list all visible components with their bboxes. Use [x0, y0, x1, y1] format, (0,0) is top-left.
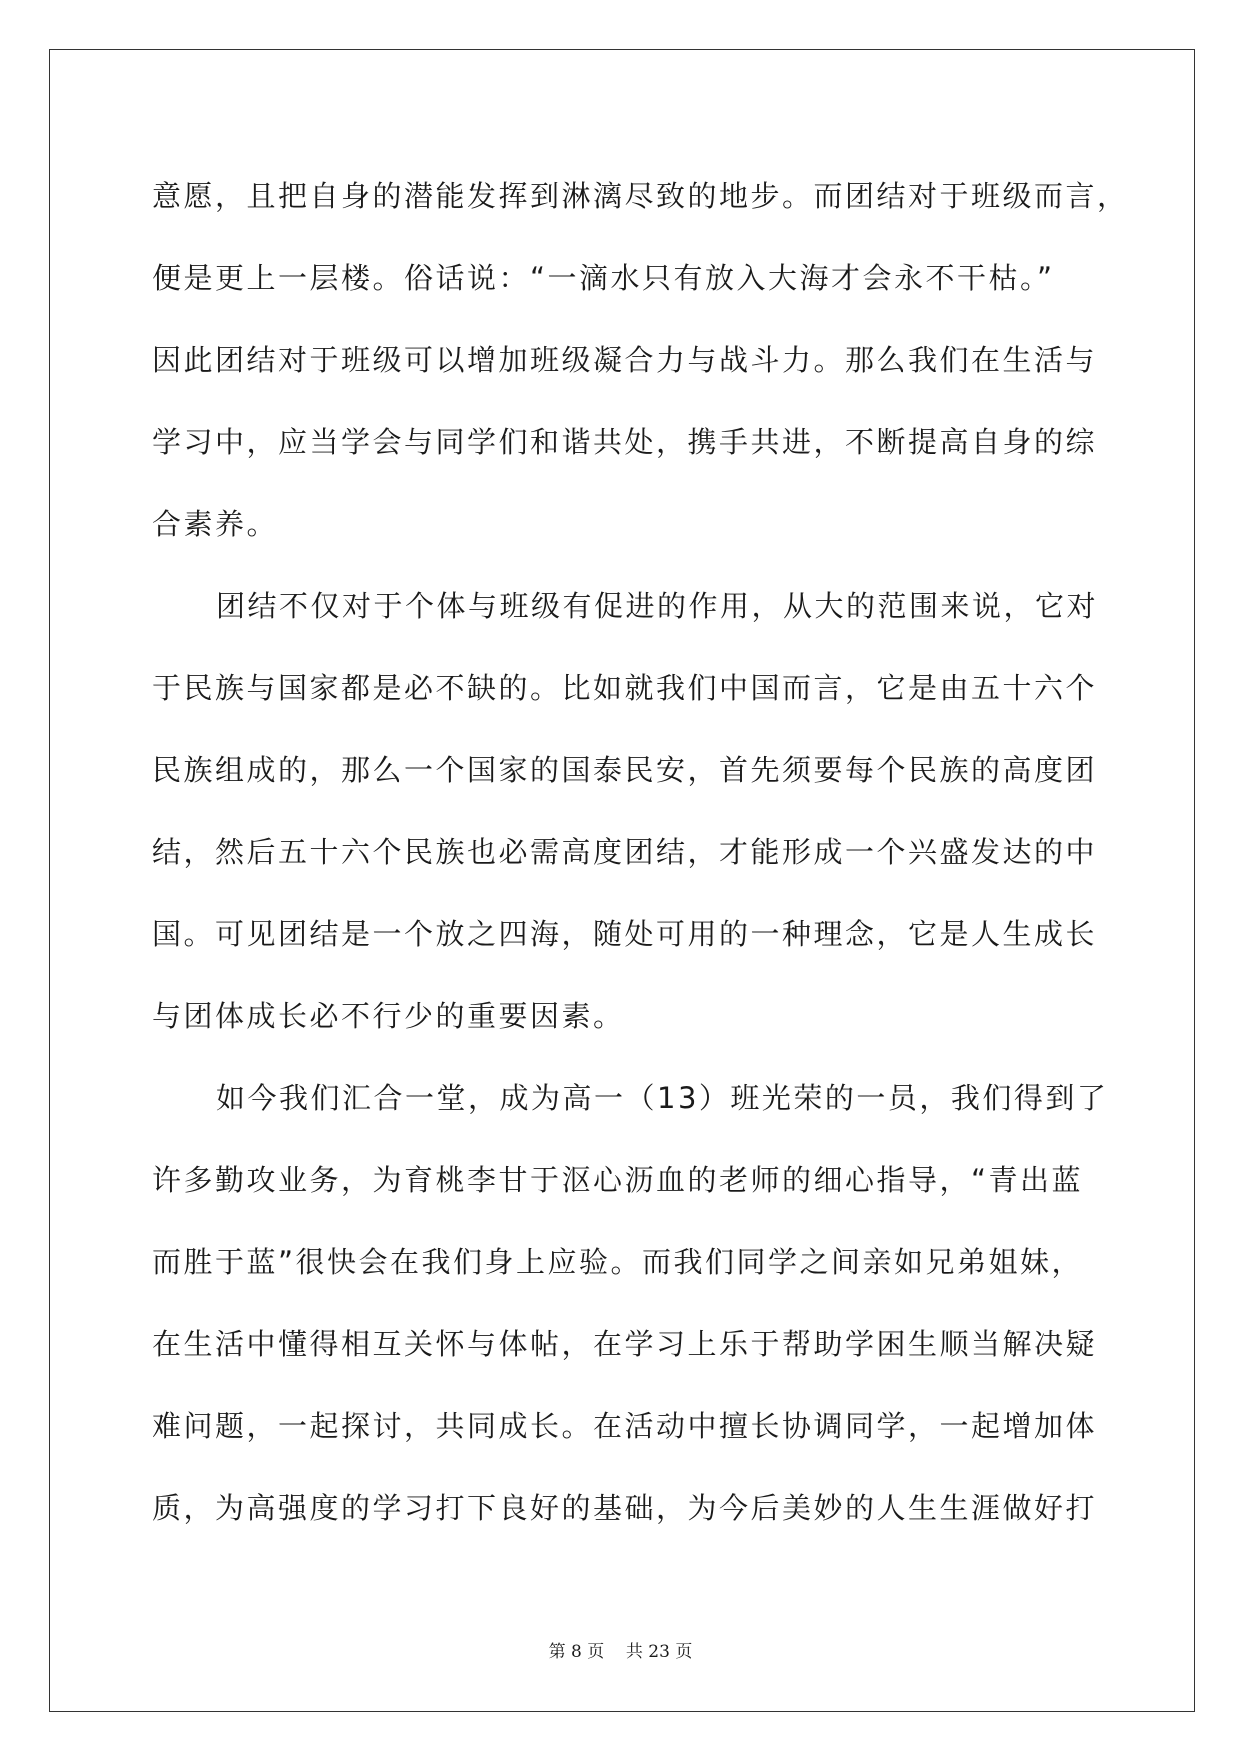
text-line: 意愿，且把自身的潜能发挥到淋漓尽致的地步。而团结对于班级而言，: [152, 179, 1129, 213]
text-line: 合素养。: [152, 507, 279, 541]
document-body: [152, 155, 1129, 1549]
text-line: 民族组成的，那么一个国家的国泰民安，首先须要每个民族的高度团: [152, 753, 1098, 787]
text-line: 质，为高强度的学习打下良好的基础，为今后美妙的人生生涯做好打: [152, 1491, 1098, 1525]
text-line: 与团体成长必不行少的重要因素。: [152, 999, 625, 1033]
text-line: 许多勤攻业务，为育桃李甘于沤心沥血的老师的细心指导，“青出蓝: [152, 1163, 1084, 1197]
text-line: 便是更上一层楼。俗话说：“一滴水只有放入大海才会永不干枯。”: [152, 261, 1055, 295]
text-line: 难问题，一起探讨，共同成长。在活动中擅长协调同学，一起增加体: [152, 1409, 1098, 1443]
text-line: 如今我们汇合一堂，成为高一（13）班光荣的一员，我们得到了: [216, 1081, 1109, 1115]
text-line: 结，然后五十六个民族也必需高度团结，才能形成一个兴盛发达的中: [152, 835, 1098, 869]
text-line: 国。可见团结是一个放之四海，随处可用的一种理念，它是人生成长: [152, 917, 1098, 951]
page-number-footer: 第 8 页 共 23 页: [548, 1642, 693, 1662]
text-line: 而胜于蓝”很快会在我们身上应验。而我们同学之间亲如兄弟姐妹，: [152, 1245, 1084, 1279]
text-line: 团结不仅对于个体与班级有促进的作用，从大的范围来说，它对: [216, 589, 1099, 623]
text-line: 于民族与国家都是必不缺的。比如就我们中国而言，它是由五十六个: [152, 671, 1098, 705]
text-line: 学习中，应当学会与同学们和谐共处，携手共进，不断提高自身的综: [152, 425, 1098, 459]
text-line: 因此团结对于班级可以增加班级凝合力与战斗力。那么我们在生活与: [152, 343, 1098, 377]
text-line: 在生活中懂得相互关怀与体帖，在学习上乐于帮助学困生顺当解决疑: [152, 1327, 1098, 1361]
